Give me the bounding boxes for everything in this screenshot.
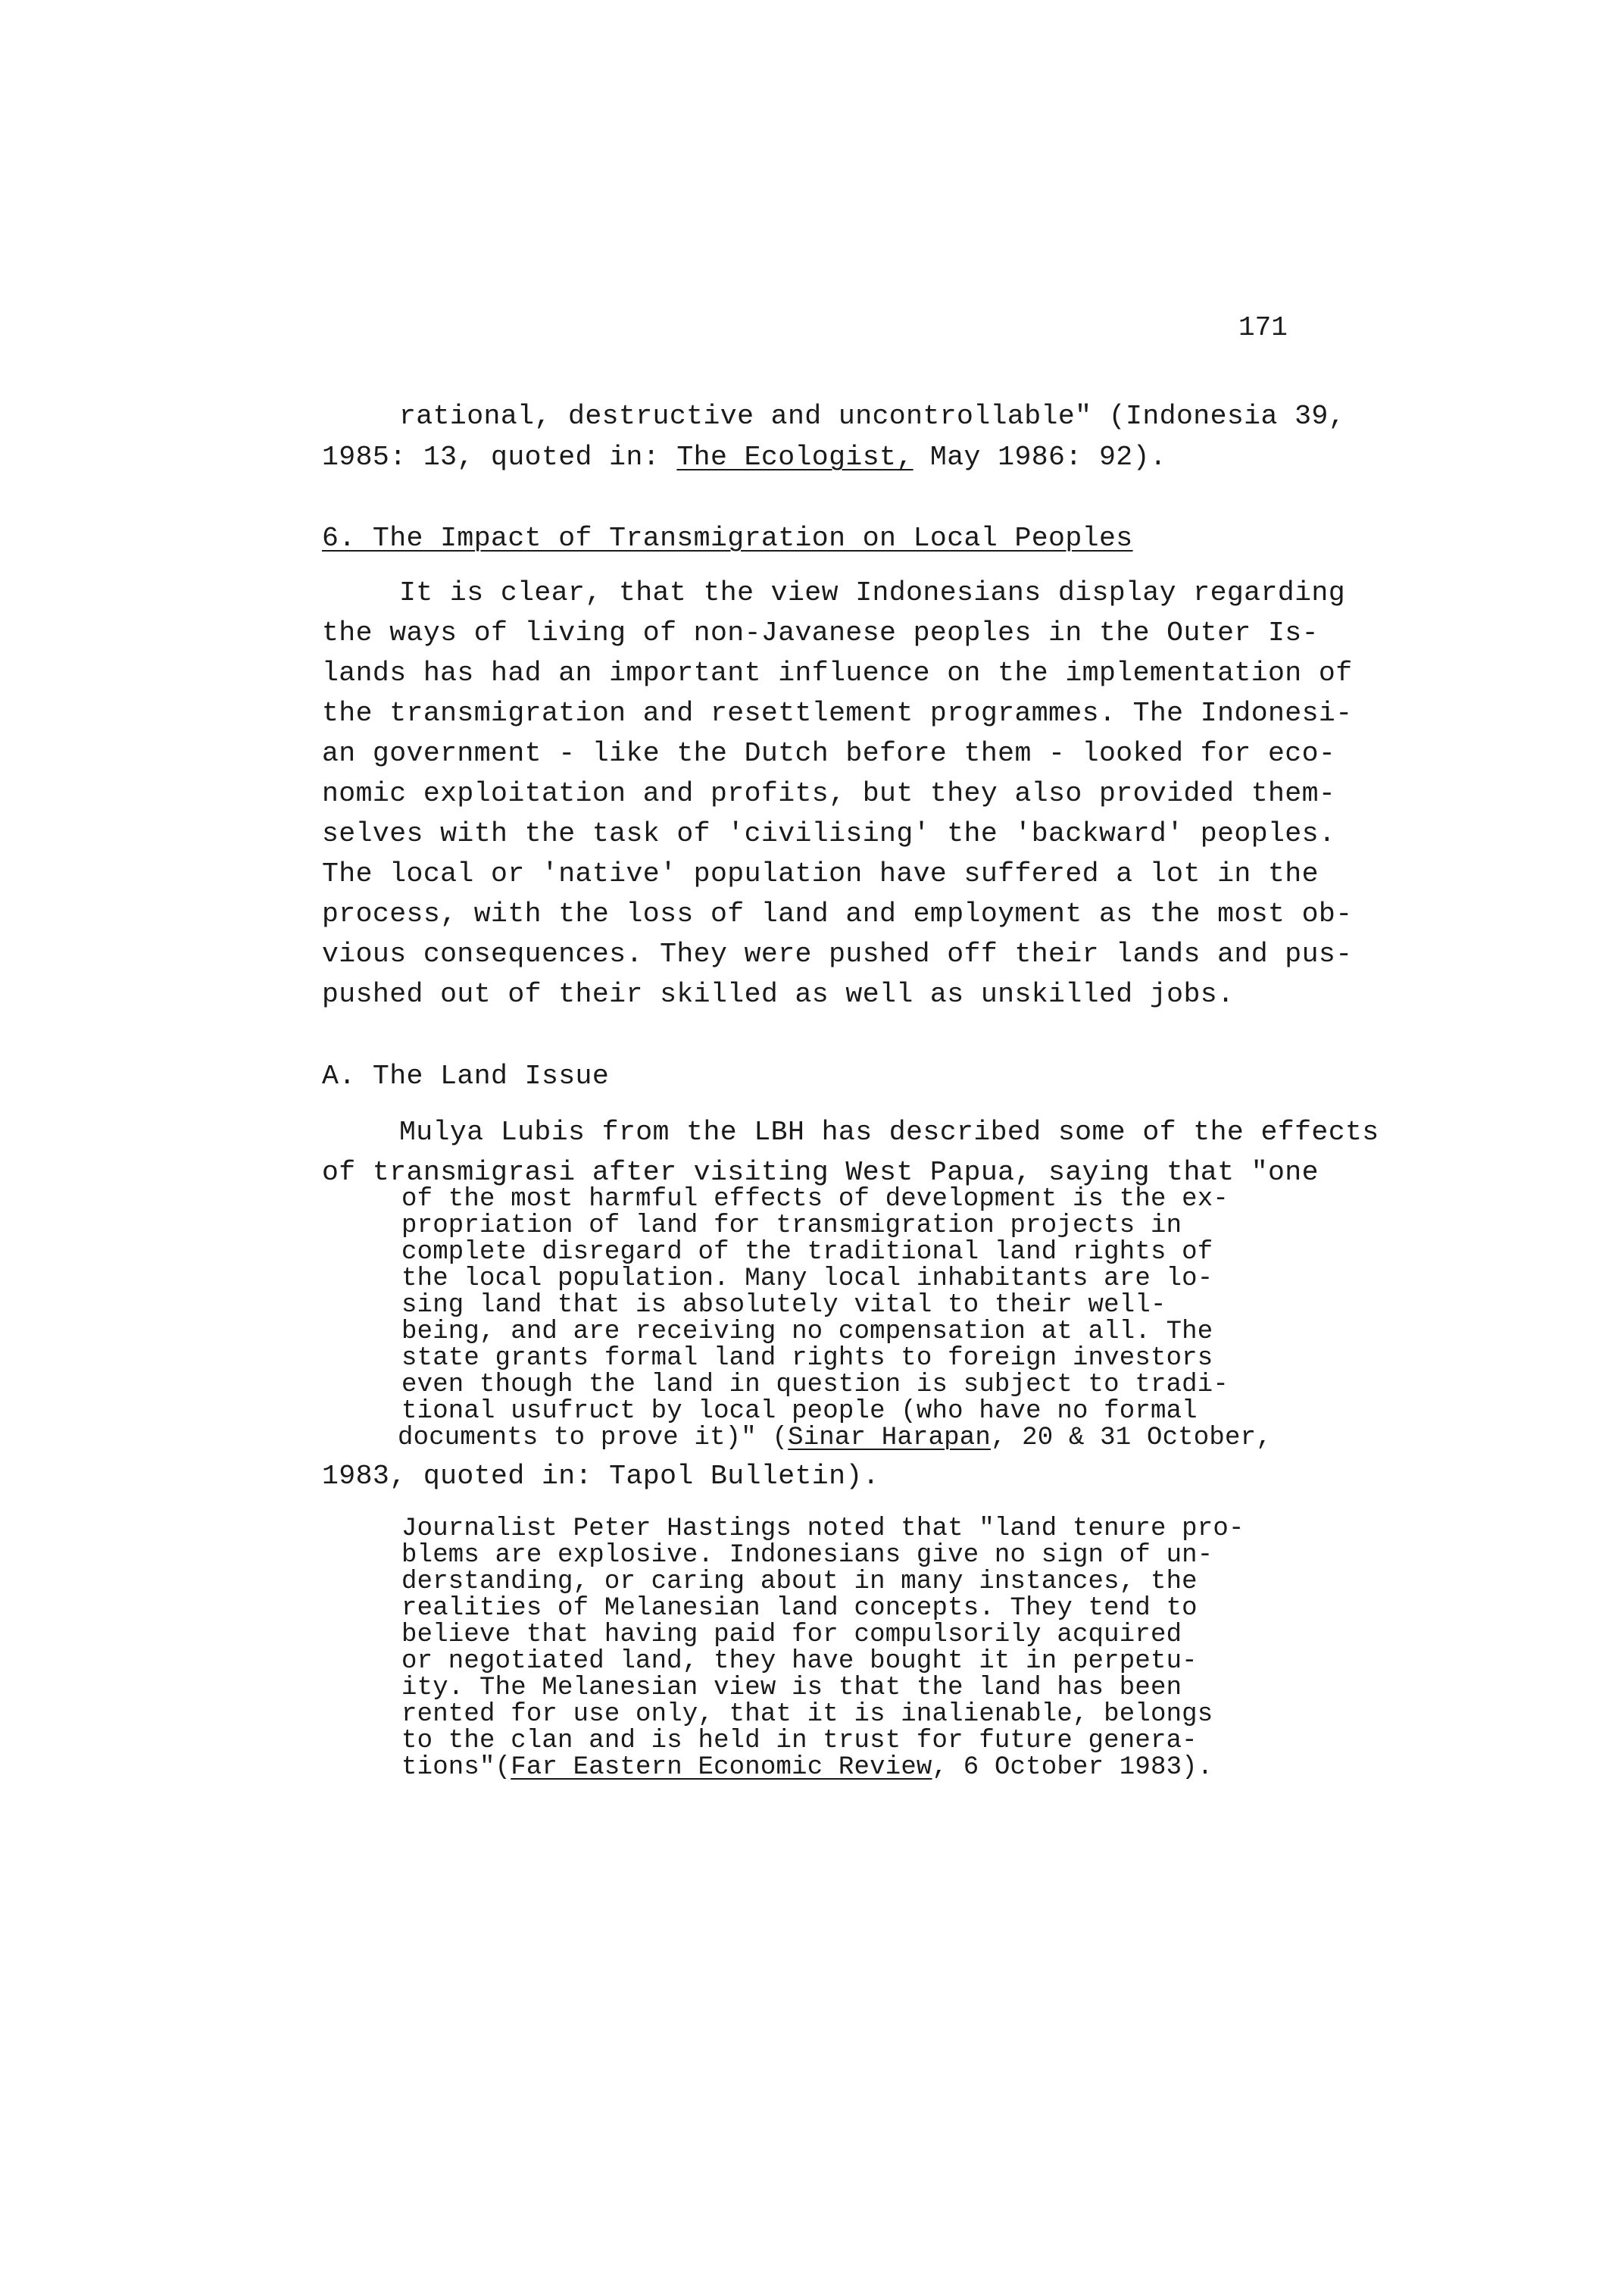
quote-line: Journalist Peter Hastings noted that "land tenure pro- — [401, 1514, 1245, 1543]
quote-line: even though the land in question is subject to tradi- — [401, 1371, 1229, 1399]
quote-line: complete disregard of the traditional land rights of — [401, 1238, 1213, 1267]
paragraph-line: the ways of living of non-Javanese peoples in the Outer Is- — [322, 617, 1319, 649]
continuation-line-2 — [322, 444, 1166, 472]
quote-line: propriation of land for transmigration projects in — [401, 1211, 1182, 1240]
continuation-text: 1985: 13, quoted in: — [322, 442, 677, 473]
quote-citation: , 20 & 31 October, — [990, 1424, 1272, 1452]
quote-line: blems are explosive. Indonesians give no sign of un- — [401, 1541, 1213, 1570]
quote-line: derstanding, or caring about in many instances, the — [401, 1567, 1198, 1596]
section-heading: 6. The Impact of Transmigration on Local Peoples — [322, 523, 1133, 554]
quote-line: state grants formal land rights to foreign investors — [401, 1344, 1213, 1373]
paragraph-line: It is clear, that the view Indonesians display regarding — [399, 577, 1345, 608]
paragraph-line: an government - like the Dutch before them - looked for eco- — [322, 738, 1336, 769]
paragraph-line: pushed out of their skilled as well as unskilled jobs. — [322, 979, 1235, 1010]
paragraph-line: nomic exploitation and profits, but they also provided them- — [322, 778, 1336, 809]
quote-line: sing land that is absolutely vital to their well- — [401, 1291, 1166, 1320]
quote-line: rented for use only, that it is inalienable, belongs — [401, 1700, 1213, 1729]
quote-line: ity. The Melanesian view is that the land has been — [401, 1674, 1182, 1702]
quote-line: being, and are receiving no compensation at all. The — [401, 1317, 1213, 1346]
source-far-eastern-economic-review: Far Eastern Economic Review — [511, 1753, 932, 1782]
quote-line: tional usufruct by local people (who have no formal — [401, 1397, 1198, 1426]
quote-citation: , 6 October 1983). — [932, 1753, 1213, 1782]
paragraph-line: vious consequences. They were pushed off their lands and pus- — [322, 939, 1353, 970]
quote-line-last — [401, 1755, 1213, 1780]
paragraph-line: selves with the task of 'civilising' the 'backward' peoples. — [322, 818, 1336, 849]
paragraph-line: the transmigration and resettlement programmes. The Indonesi- — [322, 698, 1353, 729]
citation-line: 1983, quoted in: Tapol Bulletin). — [322, 1461, 880, 1492]
source-sinar-harapan: Sinar Harapan — [788, 1424, 991, 1452]
continuation-citation: May 1986: 92). — [913, 442, 1167, 473]
paragraph-line: The local or 'native' population have suffered a lot in the — [322, 858, 1319, 889]
quote-text: documents to prove it)" ( — [398, 1424, 789, 1452]
quote-line: believe that having paid for compulsorily acquired — [401, 1621, 1182, 1649]
quote-text: tions"( — [401, 1753, 511, 1782]
quote-line: of the most harmful effects of development is the ex- — [401, 1185, 1229, 1214]
subsection-heading: A. The Land Issue — [322, 1061, 610, 1092]
intro-line-1: Mulya Lubis from the LBH has described some of the effects — [399, 1117, 1379, 1148]
paragraph-line: process, with the loss of land and employment as the most ob- — [322, 899, 1353, 930]
intro-line-2: of transmigrasi after visiting West Papua, saying that "one — [322, 1157, 1319, 1188]
quote-line: or negotiated land, they have bought it in perpetu- — [401, 1647, 1198, 1676]
quote-line: the local population. Many local inhabitants are lo- — [401, 1264, 1213, 1293]
paragraph-line: lands has had an important influence on the implementation of — [322, 658, 1353, 689]
quote-line: to the clan and is held in trust for future genera- — [401, 1727, 1198, 1755]
page-number: 171 — [1238, 312, 1288, 343]
publication-title-ecologist: The Ecologist, — [676, 442, 914, 473]
quote-line-last — [398, 1425, 1272, 1451]
continuation-line-1: rational, destructive and uncontrollable" (Indonesia 39, — [399, 401, 1345, 432]
quote-line: realities of Melanesian land concepts. They tend to — [401, 1594, 1198, 1623]
